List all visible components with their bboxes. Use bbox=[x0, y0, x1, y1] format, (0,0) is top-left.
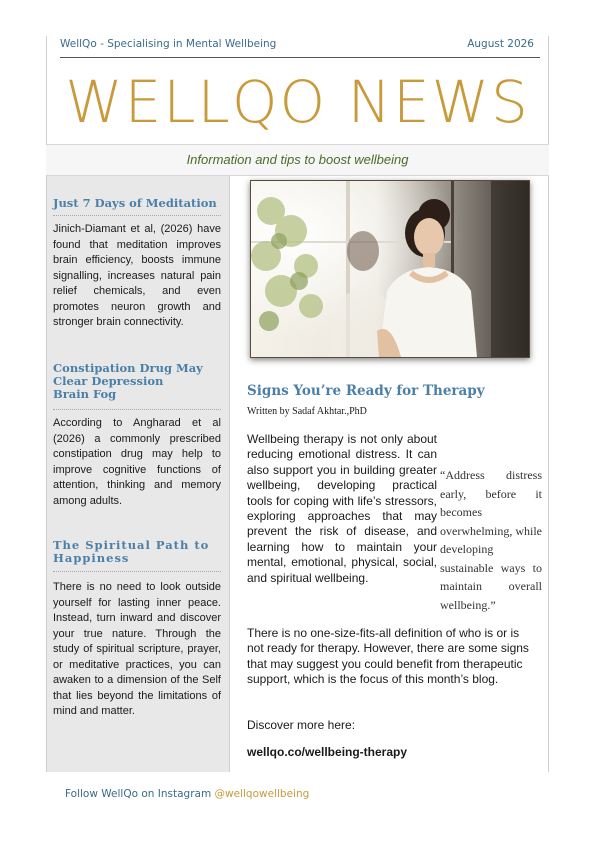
footer-text: Follow WellQo on Instagram bbox=[65, 788, 212, 800]
sidebar bbox=[47, 176, 230, 772]
pull-quote: “Address distress early, before it becomes overwhelming, while developing sustainable ways to maintain overall wellbeing.” bbox=[440, 468, 542, 612]
header-rule bbox=[60, 57, 540, 58]
article-title: Signs You’re Ready for Therapy bbox=[247, 383, 485, 399]
instagram-handle[interactable]: @wellqowellbeing bbox=[214, 788, 310, 800]
newsletter-title: WELLQO NEWS bbox=[65, 68, 530, 136]
header-bar bbox=[46, 36, 540, 58]
meditation-photo bbox=[250, 180, 530, 358]
masthead bbox=[46, 62, 549, 142]
sidebar-text-spiritual-path: There is no need to look outside yourself for lasting inner peace. Instead, turn inward and discover your true nature. Through the study of spiritual scripture, prayer, or meditative practices, you can awaken to a dimension of the Self that lies beyond the limitations of mind and matter. bbox=[53, 581, 221, 717]
discover-more-text: Discover more here: bbox=[247, 718, 356, 732]
tagline-band bbox=[46, 144, 549, 176]
sidebar-heading-constipation-drug: Constipation Drug May Clear Depression Brain Fog bbox=[53, 361, 203, 401]
org-line: WellQo - Specialising in Mental Wellbeing bbox=[60, 38, 277, 50]
sidebar-text-constipation-drug: According to Angharad et al (2026) a commonly prescribed constipation drug may help to improve cognitive functions of attention, thinking and memory among adults. bbox=[53, 417, 221, 507]
article-paragraph-1: Wellbeing therapy is not only about reducing emotional distress. It can also support you in building greater wellbeing, developing practical tools for coping with life’s stressors, exploring approaches that may prevent the risk of disease, and learning how to maintain your mental, emotional, physical, social, and spiritual wellbeing. bbox=[247, 432, 437, 585]
sidebar-divider bbox=[53, 215, 221, 216]
sidebar-divider bbox=[53, 409, 221, 410]
footer bbox=[65, 788, 309, 800]
sidebar-text-meditation: Jinich-Diamant et al, (2026) have found that meditation improves brain efficiency, boosts immune signalling, increases natural pain relief chemicals, and even promotes neuron growth and stronger brain connectivity. bbox=[53, 223, 221, 328]
sidebar-heading-spiritual-path: The Spiritual Path to Happiness bbox=[53, 538, 210, 565]
article-paragraph-2: There is no one-size-fits-all definition of who is or is not ready for therapy. However, there are some signs that may suggest you could benefit from therapeutic support, which is the focus of this month’s blog. bbox=[247, 626, 529, 687]
article-byline: Written by Sadaf Akhtar.,PhD bbox=[247, 406, 367, 417]
sidebar-divider bbox=[53, 571, 221, 572]
tagline: Information and tips to boost wellbeing bbox=[186, 152, 409, 167]
sidebar-heading-meditation: Just 7 Days of Meditation bbox=[53, 196, 217, 210]
issue-date: August 2026 bbox=[467, 38, 534, 50]
article-link[interactable]: wellqo.co/wellbeing-therapy bbox=[247, 745, 408, 759]
